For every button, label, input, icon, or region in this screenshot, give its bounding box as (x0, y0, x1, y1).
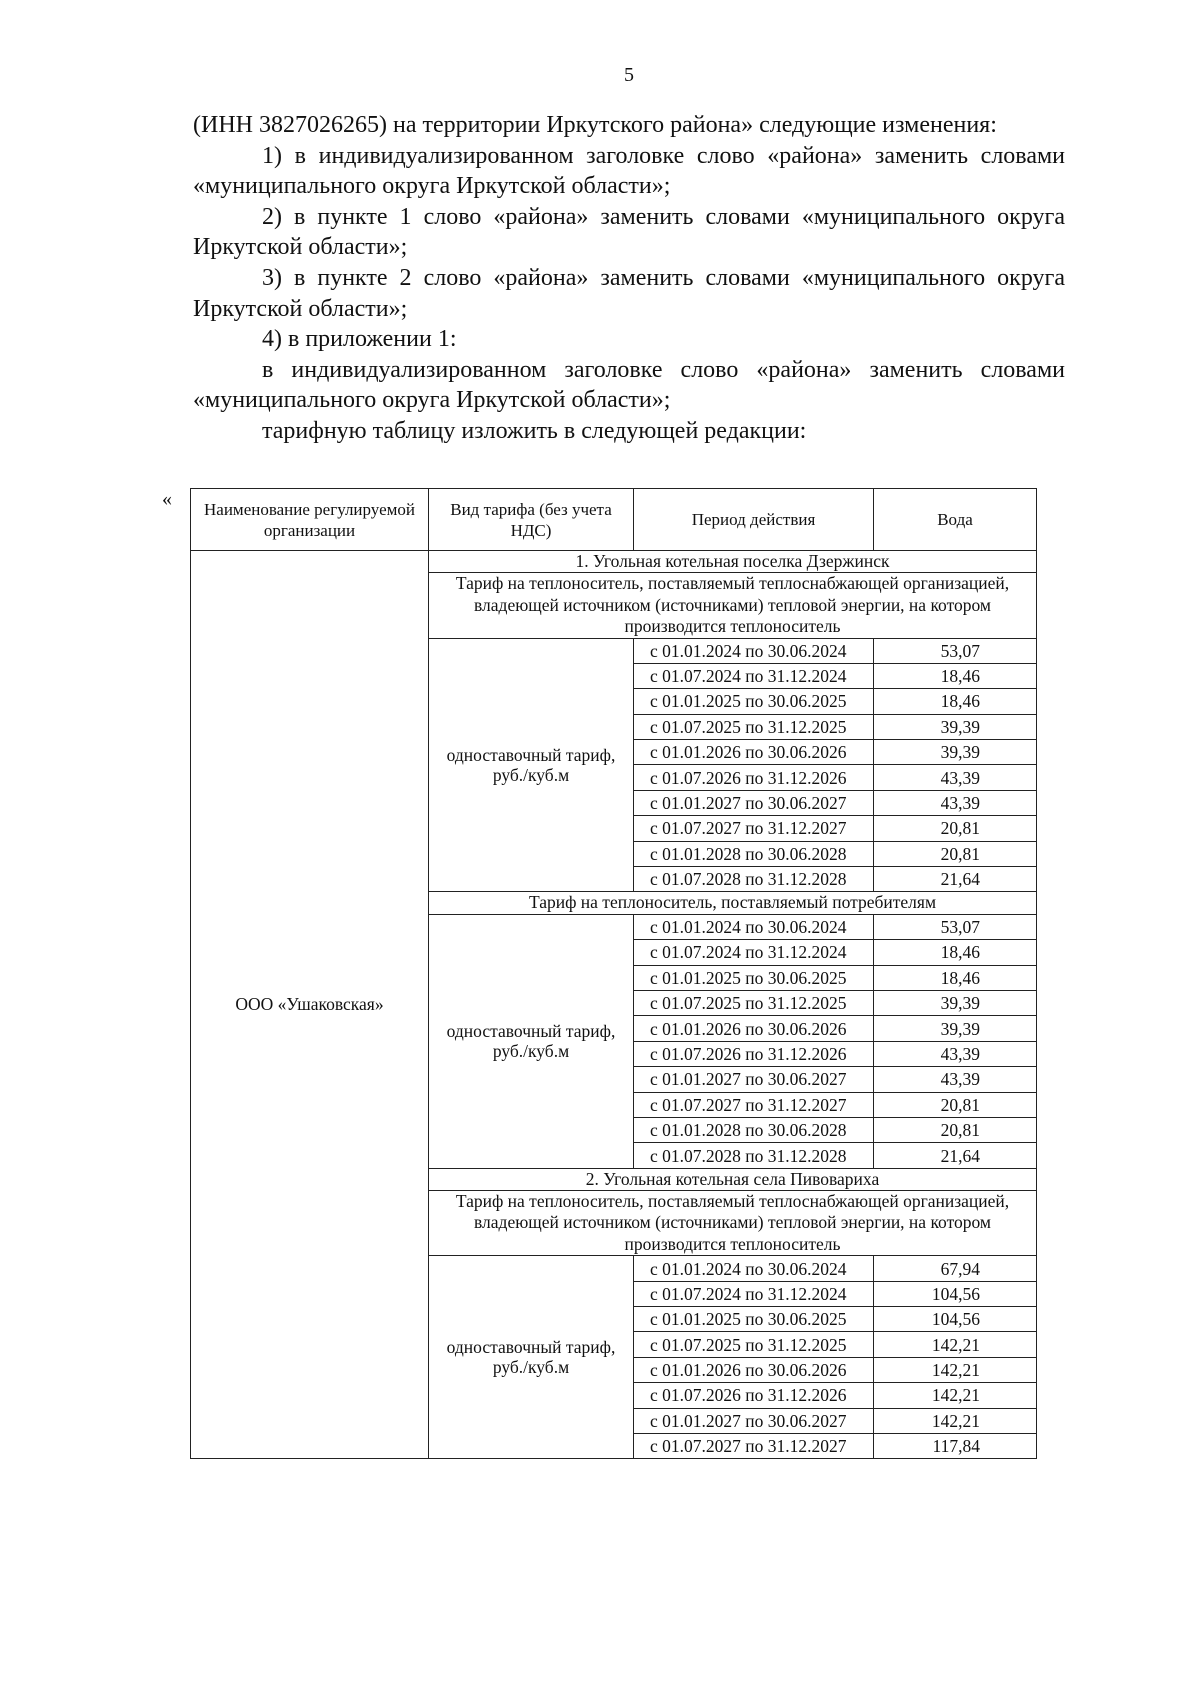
water-tariff-value: 20,81 (874, 841, 1037, 866)
period-cell: с 01.01.2025 по 30.06.2025 (634, 1307, 874, 1332)
period-cell: с 01.01.2027 по 30.06.2027 (634, 790, 874, 815)
tariff-type: одноставочный тариф, руб./куб.м (429, 914, 634, 1168)
period-cell: с 01.07.2027 по 31.12.2027 (634, 816, 874, 841)
period-cell: с 01.01.2026 по 30.06.2026 (634, 740, 874, 765)
water-tariff-value: 117,84 (874, 1434, 1037, 1459)
section-title: 1. Угольная котельная поселка Дзержинск (429, 551, 1037, 573)
period-cell: с 01.07.2026 по 31.12.2026 (634, 1041, 874, 1066)
water-tariff-value: 39,39 (874, 991, 1037, 1016)
paragraph-item-1: 1) в индивидуализированном заголовке слово «района» заменить словами «муниципального округа Иркутской области»; (193, 142, 1065, 200)
paragraph-item-4-heading: в индивидуализированном заголовке слово «района» заменить словами «муниципального округа Иркутской области»; (193, 356, 1065, 414)
period-cell: с 01.01.2028 по 30.06.2028 (634, 1118, 874, 1143)
paragraph-item-3: 3) в пункте 2 слово «района» заменить словами «муниципального округа Иркутской области»; (193, 264, 1065, 322)
period-cell: с 01.01.2024 по 30.06.2024 (634, 914, 874, 939)
water-tariff-value: 18,46 (874, 689, 1037, 714)
period-cell: с 01.07.2024 по 31.12.2024 (634, 663, 874, 688)
water-tariff-value: 104,56 (874, 1281, 1037, 1306)
water-tariff-value: 43,39 (874, 790, 1037, 815)
period-cell: с 01.01.2024 по 30.06.2024 (634, 638, 874, 663)
organization-name: ООО «Ушаковская» (191, 551, 429, 1459)
header-tariff-type: Вид тарифа (без учета НДС) (429, 489, 634, 551)
period-cell: с 01.07.2024 по 31.12.2024 (634, 1281, 874, 1306)
water-tariff-value: 142,21 (874, 1357, 1037, 1382)
water-tariff-value: 104,56 (874, 1307, 1037, 1332)
water-tariff-value: 67,94 (874, 1256, 1037, 1281)
water-tariff-value: 142,21 (874, 1332, 1037, 1357)
period-cell: с 01.07.2025 по 31.12.2025 (634, 991, 874, 1016)
header-organization: Наименование регулируемой организации (191, 489, 429, 551)
period-cell: с 01.07.2025 по 31.12.2025 (634, 1332, 874, 1357)
period-cell: с 01.07.2028 по 31.12.2028 (634, 867, 874, 892)
header-period: Период действия (634, 489, 874, 551)
tariff-type: одноставочный тариф, руб./куб.м (429, 638, 634, 892)
page-number: 5 (624, 64, 634, 86)
period-cell: с 01.01.2027 по 30.06.2027 (634, 1408, 874, 1433)
paragraph-item-4: 4) в приложении 1: (262, 326, 457, 353)
period-cell: с 01.07.2024 по 31.12.2024 (634, 940, 874, 965)
tariff-table (190, 488, 1037, 1459)
water-tariff-value: 53,07 (874, 638, 1037, 663)
water-tariff-value: 43,39 (874, 1041, 1037, 1066)
water-tariff-value: 18,46 (874, 965, 1037, 990)
water-tariff-value: 39,39 (874, 1016, 1037, 1041)
period-cell: с 01.01.2026 по 30.06.2026 (634, 1016, 874, 1041)
water-tariff-value: 39,39 (874, 740, 1037, 765)
section-title: 2. Угольная котельная села Пивовариха (429, 1168, 1037, 1190)
tariff-type: одноставочный тариф, руб./куб.м (429, 1256, 634, 1459)
paragraph-table-intro: тарифную таблицу изложить в следующей редакции: (262, 417, 807, 444)
paragraph-item-2: 2) в пункте 1 слово «района» заменить словами «муниципального округа Иркутской области»; (193, 203, 1065, 261)
paragraph-inn: (ИНН 3827026265) на территории Иркутского района» следующие изменения: (193, 112, 997, 138)
header-water: Вода (874, 489, 1037, 551)
period-cell: с 01.01.2027 по 30.06.2027 (634, 1067, 874, 1092)
section-row (191, 551, 1037, 573)
water-tariff-value: 142,21 (874, 1383, 1037, 1408)
water-tariff-value: 21,64 (874, 1143, 1037, 1168)
period-cell: с 01.07.2027 по 31.12.2027 (634, 1092, 874, 1117)
period-cell: с 01.01.2028 по 30.06.2028 (634, 841, 874, 866)
open-quote: « (162, 488, 172, 510)
tariff-description: Тариф на теплоноситель, поставляемый теплоснабжающей организацией, владеющей источником (источниками) тепловой энергии, на котором производится теплоноситель (429, 1190, 1037, 1256)
tariff-description: Тариф на теплоноситель, поставляемый теплоснабжающей организацией, владеющей источником (источниками) тепловой энергии, на котором производится теплоноситель (429, 573, 1037, 639)
period-cell: с 01.01.2025 по 30.06.2025 (634, 965, 874, 990)
water-tariff-value: 20,81 (874, 1118, 1037, 1143)
period-cell: с 01.07.2025 по 31.12.2025 (634, 714, 874, 739)
water-tariff-value: 21,64 (874, 867, 1037, 892)
period-cell: с 01.07.2027 по 31.12.2027 (634, 1434, 874, 1459)
water-tariff-value: 18,46 (874, 663, 1037, 688)
table-header-row (191, 489, 1037, 551)
water-tariff-value: 20,81 (874, 1092, 1037, 1117)
water-tariff-value: 142,21 (874, 1408, 1037, 1433)
period-cell: с 01.01.2024 по 30.06.2024 (634, 1256, 874, 1281)
period-cell: с 01.07.2028 по 31.12.2028 (634, 1143, 874, 1168)
tariff-description: Тариф на теплоноситель, поставляемый потребителям (429, 892, 1037, 915)
water-tariff-value: 20,81 (874, 816, 1037, 841)
period-cell: с 01.07.2026 по 31.12.2026 (634, 1383, 874, 1408)
period-cell: с 01.01.2025 по 30.06.2025 (634, 689, 874, 714)
water-tariff-value: 53,07 (874, 914, 1037, 939)
water-tariff-value: 43,39 (874, 1067, 1037, 1092)
water-tariff-value: 43,39 (874, 765, 1037, 790)
period-cell: с 01.01.2026 по 30.06.2026 (634, 1357, 874, 1382)
water-tariff-value: 18,46 (874, 940, 1037, 965)
body-text (193, 110, 1065, 447)
period-cell: с 01.07.2026 по 31.12.2026 (634, 765, 874, 790)
water-tariff-value: 39,39 (874, 714, 1037, 739)
